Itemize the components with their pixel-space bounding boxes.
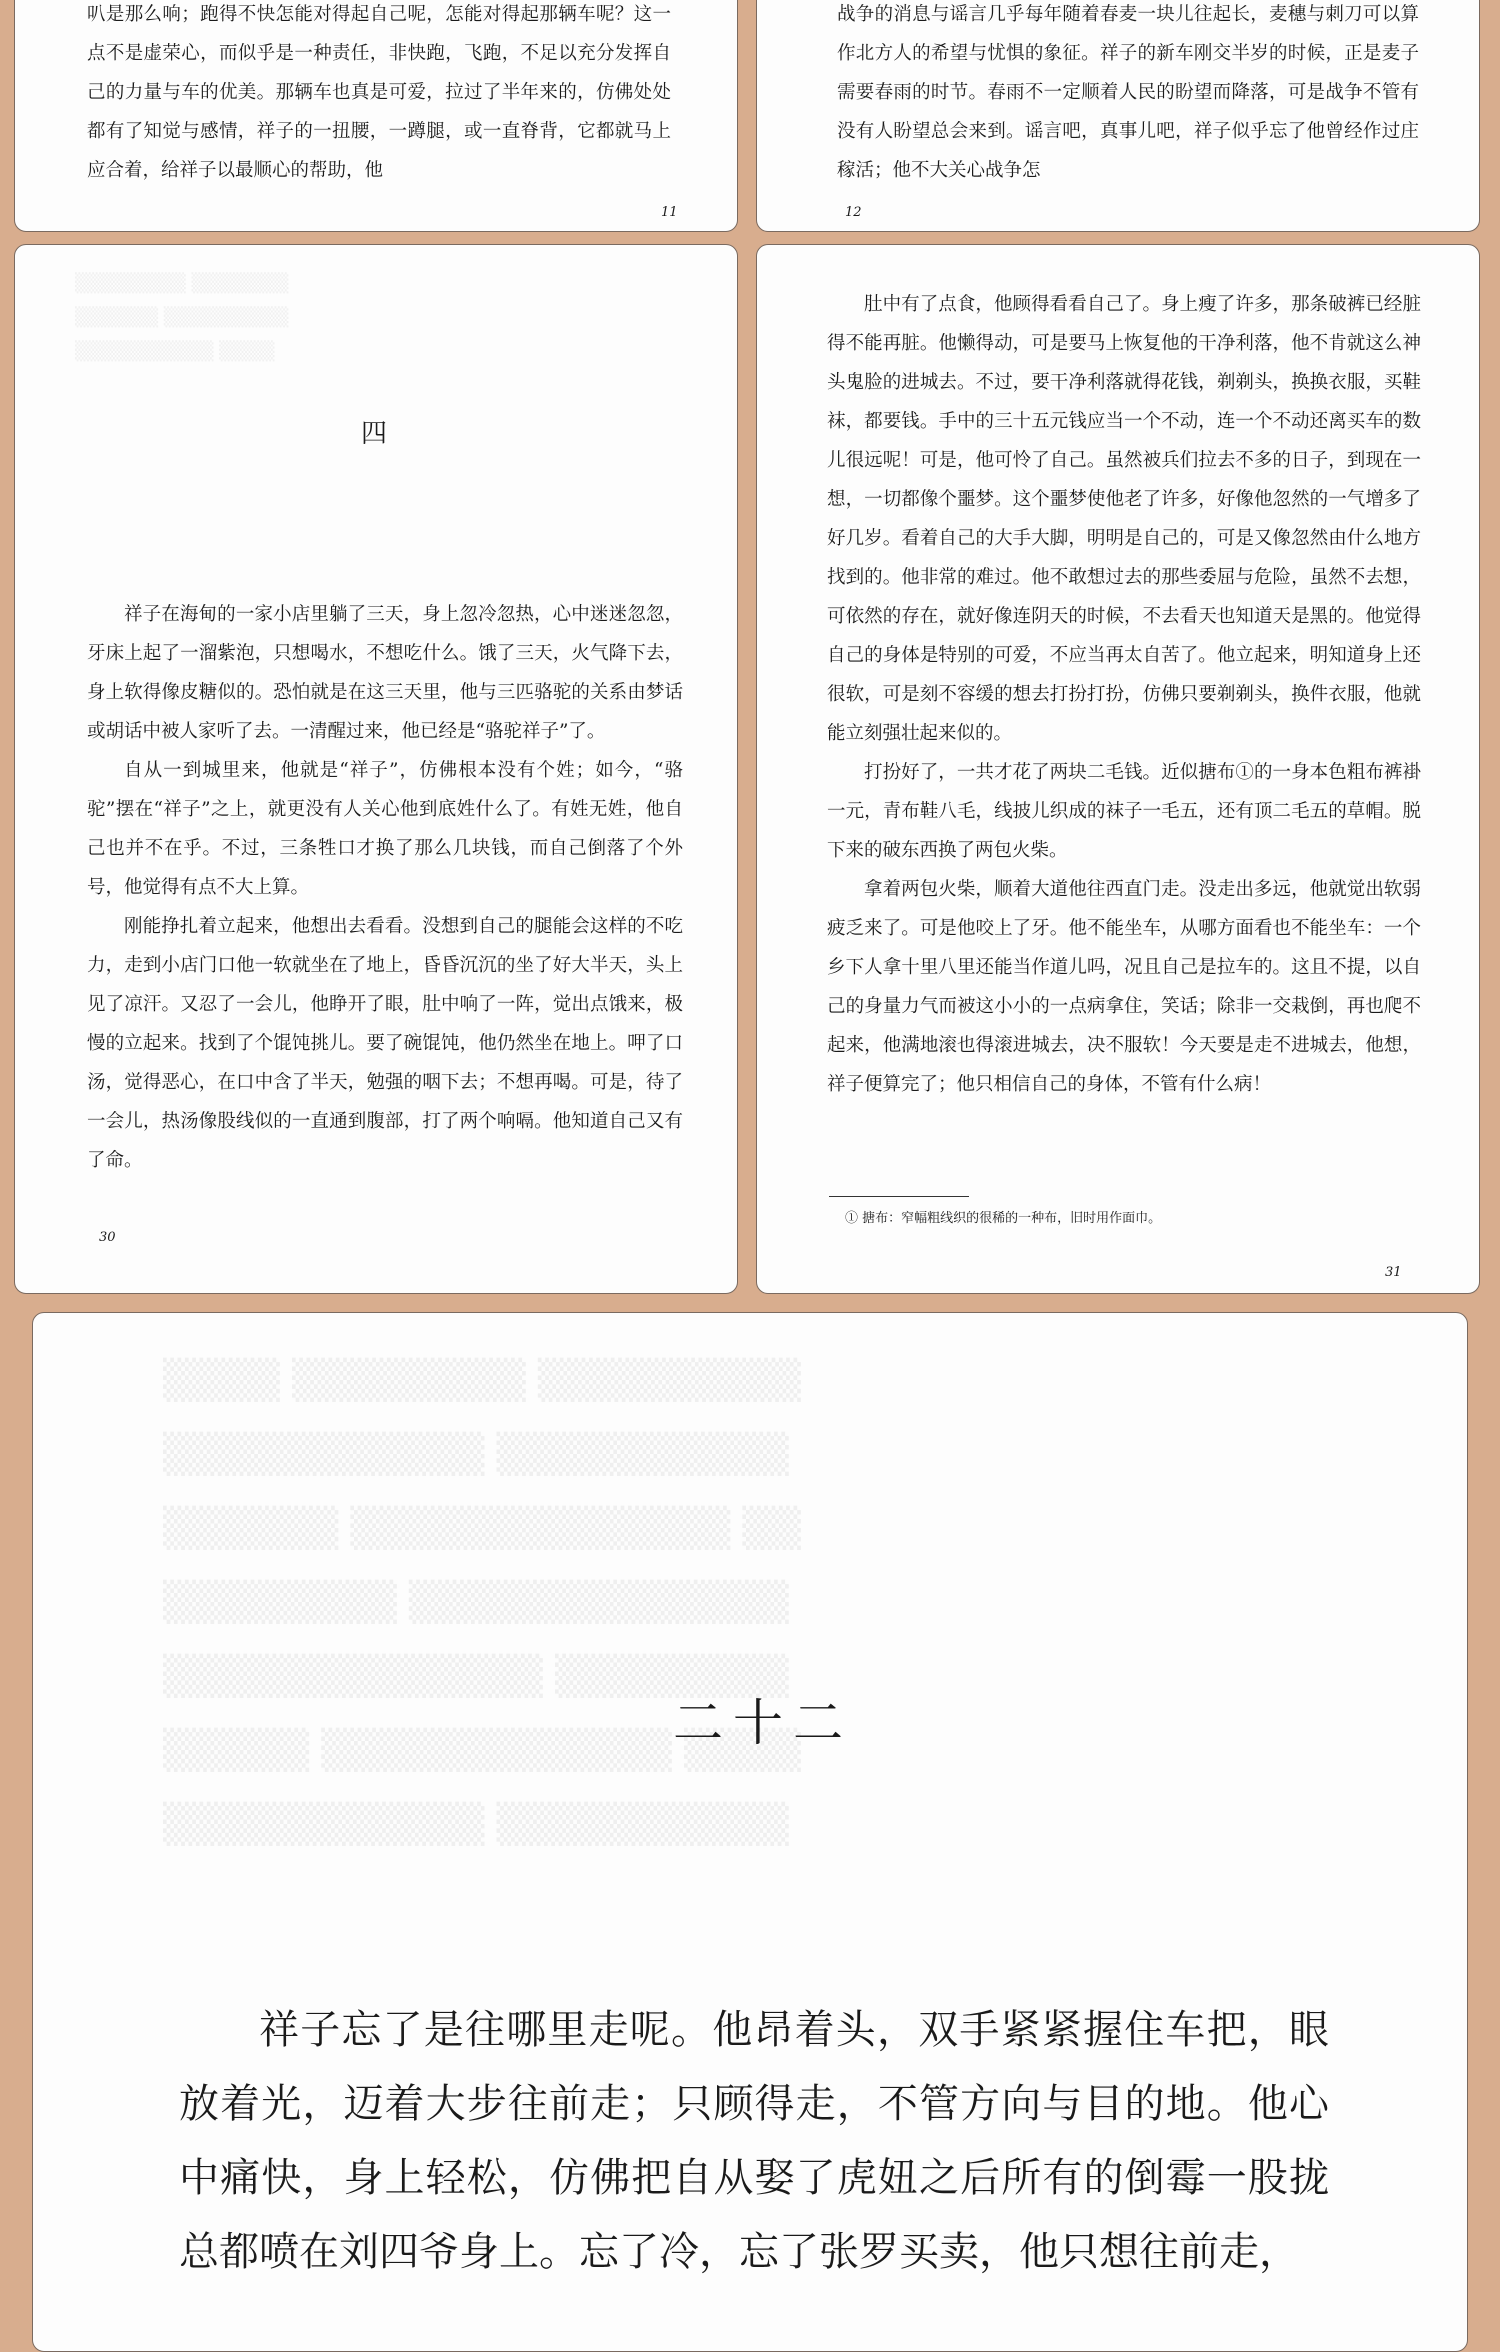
page-30-text: [87, 595, 683, 1180]
page-number: 11: [661, 205, 678, 220]
footnote: ① 搪布：窄幅粗线织的很稀的一种布，旧时用作面巾。: [845, 1211, 1162, 1226]
page-31-text: [827, 285, 1421, 1104]
book-page-30: [14, 244, 738, 1294]
chapter-22-text: [179, 1993, 1329, 2289]
book-page-11: [14, 0, 738, 232]
page-12-text: [837, 0, 1419, 190]
book-page-12: [756, 0, 1480, 232]
chapter-title: 四: [361, 419, 388, 449]
page-number: 12: [845, 205, 862, 220]
paragraph: 拿着两包火柴，顺着大道他往西直门走。没走出多远，他就觉出软弱疲乏来了。可是他咬上了牙。他不能坐车，从哪方面看也不能坐车：一个乡下人拿十里八里还能当作道儿吗，况且自己是拉车的。这且不提，以自己的身量力气而被这小小的一点病拿住，笑话；除非一交栽倒，再也爬不起来，他满地滚也得滚进城去，决不服软！今天要是走不进城去，他想，祥子便算完了；他只相信自己的身体，不管有什么病！: [827, 879, 1421, 1095]
paragraph: 打扮好了，一共才花了两块二毛钱。近似搪布①的一身本色粗布裤褂一元，青布鞋八毛，线披儿织成的袜子一毛五，还有顶二毛五的草帽。脱下来的破东西换了两包火柴。: [827, 762, 1421, 861]
page-11-text: [87, 0, 671, 190]
bleed-through-texture: ▒▒▒▒▒▒▒▒ ▒▒▒▒▒▒▒ ▒▒▒▒▒▒ ▒▒▒▒▒▒▒▒▒ ▒▒▒▒▒▒▒▒▒▒ ▒▒▒▒: [75, 273, 289, 362]
paragraph: 自从一到城里来，他就是“祥子”，仿佛根本没有个姓；如今，“骆驼”摆在“祥子”之上，就更没有人关心他到底姓什么了。有姓无姓，他自己也并不在乎。不过，三条牲口才换了那么几块钱，而自己倒落了个外号，他觉得有点不大上算。: [87, 760, 683, 898]
paragraph: 刚能挣扎着立起来，他想出去看看。没想到自己的腿能会这样的不吃力，走到小店门口他一软就坐在了地上，昏昏沉沉的坐了好大半天，头上见了凉汗。又忍了一会儿，他睁开了眼，肚中响了一阵，觉出点饿来，极慢的立起来。找到了个馄饨挑儿。要了碗馄饨，他仍然坐在地上。呷了口汤，觉得恶心，在口中含了半天，勉强的咽下去；不想再喝。可是，待了一会儿，热汤像股线似的一直通到腹部，打了两个响嗝。他知道自己又有了命。: [87, 916, 683, 1171]
paragraph: 祥子在海甸的一家小店里躺了三天，身上忽冷忽热，心中迷迷忽忽，牙床上起了一溜紫泡，只想喝水，不想吃什么。饿了三天，火气降下去，身上软得像皮糖似的。恐怕就是在这三天里，他与三匹骆驼的关系由梦话或胡话中被人家听了去。一清醒过来，他已经是“骆驼祥子”了。: [87, 604, 683, 742]
paragraph: 肚中有了点食，他顾得看看自己了。身上瘦了许多，那条破裤已经脏得不能再脏。他懒得动，可是要马上恢复他的干净利落，他不肯就这么神头鬼脸的进城去。不过，要干净利落就得花钱，剃剃头，换换衣服，买鞋袜，都要钱。手中的三十五元钱应当一个不动，连一个不动还离买车的数儿很远呢！可是，他可怜了自己。虽然被兵们拉去不多的日子，到现在一想，一切都像个噩梦。这个噩梦使他老了许多，好像他忽然的一气增多了好几岁。看着自己的大手大脚，明明是自己的，可是又像忽然由什么地方找到的。他非常的难过。他不敢想过去的那些委屈与危险，虽然不去想，可依然的存在，就好像连阴天的时候，不去看天也知道天是黑的。他觉得自己的身体是特别的可爱，不应当再太自苦了。他立起来，明知道身上还很软，可是刻不容缓的想去打扮打扮，仿佛只要剃剃头，换件衣服，他就能立刻强壮起来似的。: [827, 294, 1421, 744]
chapter-title: 二十二: [673, 1694, 853, 1752]
book-page-chapter-22: [32, 1312, 1468, 2352]
paragraph: 战争的消息与谣言几乎每年随着春麦一块儿往起长，麦穗与刺刀可以算作北方人的希望与忧惧的象征。祥子的新车刚交半岁的时候，正是麦子需要春雨的时节。春雨不一定顺着人民的盼望而降落，可是战争不管有没有人盼望总会来到。谣言吧，真事儿吧，祥子似乎忘了他曾经作过庄稼活；他不大关心战争怎: [837, 4, 1419, 181]
page-number: 31: [1385, 1265, 1402, 1280]
paragraph: 祥子忘了是往哪里走呢。他昂着头，双手紧紧握住车把，眼放着光，迈着大步往前走；只顾得走，不管方向与目的地。他心中痛快，身上轻松，仿佛把自从娶了虎妞之后所有的倒霉一股拢总都喷在刘四爷身上。忘了冷，忘了张罗买卖，他只想往前走，: [179, 2007, 1329, 2275]
footnote-rule: [829, 1196, 969, 1197]
bleed-through-texture: ▒▒▒▒ ▒▒▒▒▒▒▒▒ ▒▒▒▒▒▒▒▒▒ ▒▒▒▒▒▒▒▒▒▒▒ ▒▒▒▒▒▒▒▒▒▒ ▒▒▒▒▒▒ ▒▒▒▒▒▒▒▒▒▒▒▒▒ ▒▒ ▒▒▒▒▒▒▒▒ ▒▒▒▒▒▒▒▒▒▒▒▒▒ ▒▒▒▒▒▒▒▒▒▒▒▒▒ ▒▒▒▒▒▒▒▒ ▒▒▒▒▒ ▒▒▒▒▒▒▒▒▒▒▒▒ ▒▒▒▒ ▒▒▒▒▒▒▒▒▒▒▒ ▒▒▒▒▒▒▒▒▒▒: [163, 1358, 801, 1846]
page-number: 30: [99, 1230, 116, 1245]
book-page-31: [756, 244, 1480, 1294]
paragraph: 叭是那么响；跑得不快怎能对得起自己呢，怎能对得起那辆车呢？这一点不是虚荣心，而似乎是一种责任，非快跑，飞跑，不足以充分发挥自己的力量与车的优美。那辆车也真是可爱，拉过了半年来的，仿佛处处都有了知觉与感情，祥子的一扭腰，一蹲腿，或一直脊背，它都就马上应合着，给祥子以最顺心的帮助，他: [87, 4, 671, 181]
